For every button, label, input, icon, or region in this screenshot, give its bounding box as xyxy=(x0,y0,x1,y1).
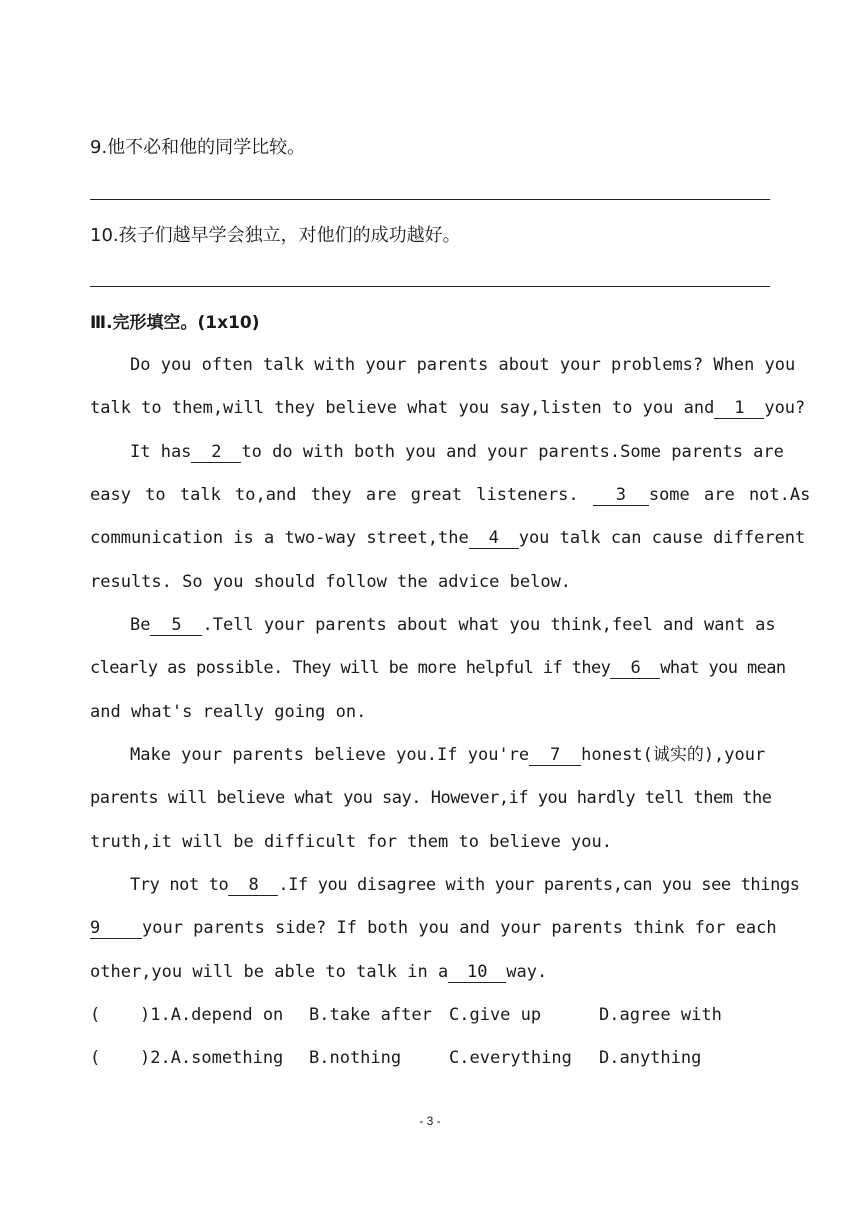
passage-line: other,you will be able to talk in a 10 way. xyxy=(90,962,548,982)
passage-line: Try not to 8 .If you disagree with your parents,can you see things xyxy=(130,875,800,895)
question-1-option-d: D.agree with xyxy=(599,1005,722,1025)
passage-line: communication is a two-way street,the 4 you talk can cause different xyxy=(90,528,806,548)
passage-line: Be 5 .Tell your parents about what you think,feel and want as xyxy=(130,615,776,635)
answer-line-10 xyxy=(90,286,770,287)
passage-line: results. So you should follow the advice below. xyxy=(90,572,572,592)
answer-paren: ( xyxy=(90,1005,101,1025)
blank-3: 3 xyxy=(593,485,649,506)
blank-8: 8 xyxy=(228,875,278,896)
passage-line: talk to them,will they believe what you say,listen to you and 1 you? xyxy=(90,398,806,418)
passage-line: It has 2 to do with both you and your parents.Some parents are xyxy=(130,442,784,462)
passage-line: truth,it will be difficult for them to believe you. xyxy=(90,832,612,852)
passage-line: parents will believe what you say. However,if you hardly tell them the xyxy=(90,788,772,808)
blank-1: 1 xyxy=(714,398,764,419)
question-2-option-c: C.everything xyxy=(449,1048,572,1068)
page-number: - 3 - xyxy=(419,1114,441,1128)
blank-6: 6 xyxy=(610,658,660,679)
question-10: 10.孩子们越早学会独立，对他们的成功越好。 xyxy=(90,225,461,246)
question-2-option-d: D.anything xyxy=(599,1048,702,1068)
blank-5: 5 xyxy=(150,615,202,636)
passage-line: and what's really going on. xyxy=(90,702,367,722)
passage-line: Make your parents believe you.If you're 7 honest(诚实的),your xyxy=(130,745,766,765)
question-2-option-a: )2.A.something xyxy=(140,1048,284,1068)
passage-line: easy to talk to,and they are great listeners. 3 some are not.As xyxy=(90,485,811,505)
question-9: 9.他不必和他的同学比较。 xyxy=(90,137,306,158)
section-title: Ⅲ.完形填空。(1x10) xyxy=(90,313,260,333)
answer-line-9 xyxy=(90,199,770,200)
question-1-option-a: )1.A.depend on xyxy=(140,1005,284,1025)
blank-7: 7 xyxy=(529,745,581,766)
blank-4: 4 xyxy=(469,528,519,549)
question-2-option-b: B.nothing xyxy=(309,1048,402,1068)
question-1-option-b: B.take after xyxy=(309,1005,432,1025)
blank-2: 2 xyxy=(191,442,241,463)
passage-line: clearly as possible. They will be more helpful if they 6 what you mean xyxy=(90,658,786,678)
blank-9: 9 xyxy=(90,918,142,939)
answer-paren: ( xyxy=(90,1048,101,1068)
passage-line: Do you often talk with your parents about your problems? When you xyxy=(130,355,796,375)
passage-line: 9 your parents side? If both you and your parents think for each xyxy=(90,918,777,938)
blank-10: 10 xyxy=(448,962,506,983)
question-1-option-c: C.give up xyxy=(449,1005,542,1025)
